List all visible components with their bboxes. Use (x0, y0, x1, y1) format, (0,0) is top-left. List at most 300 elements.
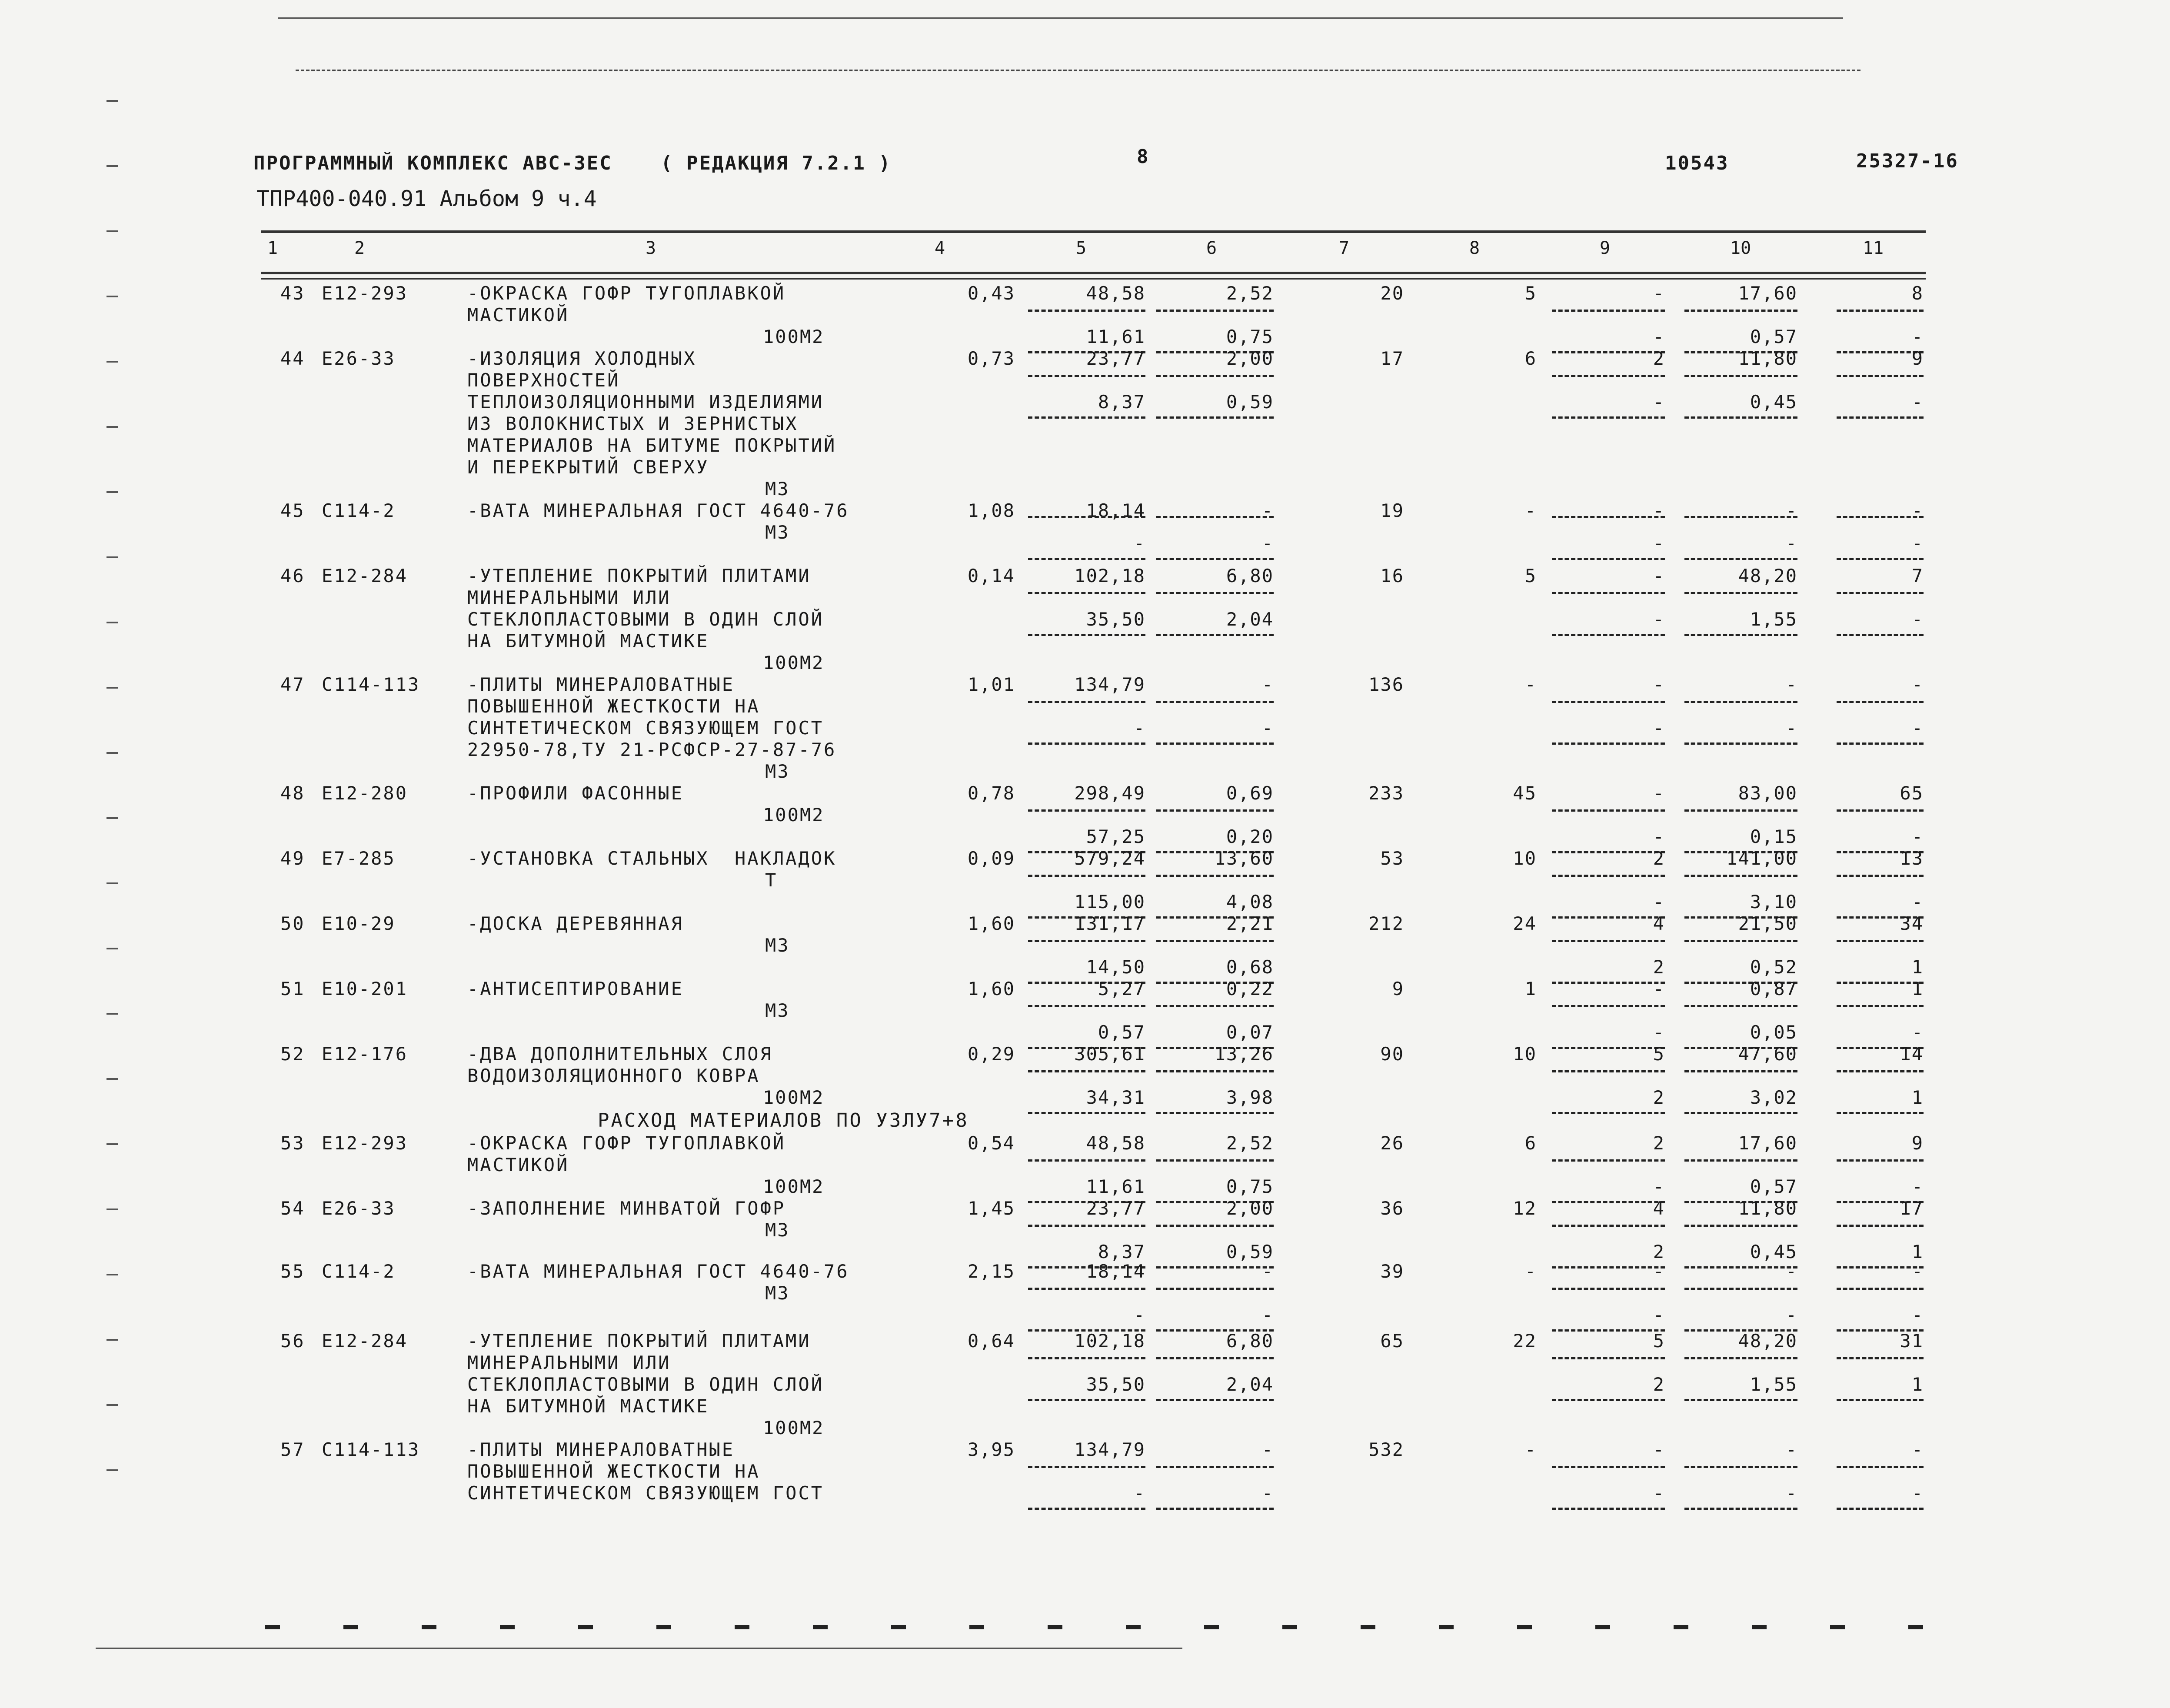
cell-underline (1028, 1005, 1145, 1007)
cell-underline (1837, 1112, 1924, 1114)
cell-c6: 0,22 (1226, 978, 1274, 999)
row-code: Е12-293 (322, 283, 408, 304)
col-6: 6 (1206, 238, 1217, 258)
cell-c7: 90 (1380, 1043, 1404, 1065)
cell-underline (1837, 1266, 1924, 1269)
cell-underline (1552, 875, 1665, 877)
cell-underline (1684, 1399, 1797, 1401)
cell-c10-secondary: 3,02 (1750, 1087, 1797, 1108)
cell-c10-secondary: 0,45 (1750, 1241, 1797, 1262)
row-unit: М3 (765, 935, 790, 956)
cell-c10: 141,00 (1726, 848, 1797, 869)
cell-c7: 532 (1368, 1439, 1404, 1460)
cell-underline (1837, 558, 1924, 560)
cell-c6: 2,52 (1226, 1132, 1274, 1154)
cell-c4: 0,78 (967, 782, 1015, 804)
cell-c5-secondary: 35,50 (1086, 609, 1145, 630)
bottom-dash (813, 1625, 828, 1629)
col-8: 8 (1469, 238, 1480, 258)
cell-c4: 1,45 (967, 1198, 1015, 1219)
bottom-dash (1830, 1625, 1845, 1629)
cell-c5: 18,14 (1086, 500, 1145, 521)
cell-c7: 19 (1380, 500, 1404, 521)
cell-c11: 13 (1900, 848, 1924, 869)
cell-c9-secondary: 2 (1653, 956, 1665, 978)
cell-c10: 48,20 (1738, 565, 1797, 586)
cell-c6: 0,69 (1226, 782, 1274, 804)
row-number: 44 (280, 348, 305, 369)
cell-c5-secondary: 0,57 (1098, 1022, 1145, 1043)
cell-c9: - (1653, 500, 1665, 521)
cell-underline (1156, 558, 1274, 560)
cell-underline (1156, 875, 1274, 877)
cell-underline (1552, 1005, 1665, 1007)
cell-c7: 65 (1380, 1330, 1404, 1352)
cell-c5: 23,77 (1086, 348, 1145, 369)
cell-underline (1837, 1288, 1924, 1290)
cell-c11: 14 (1900, 1043, 1924, 1065)
cell-underline (1156, 742, 1274, 745)
cell-underline (1552, 1329, 1665, 1332)
cell-c6: 13,26 (1214, 1043, 1274, 1065)
row-code: С114-113 (322, 674, 420, 695)
margin-mark (107, 882, 118, 884)
cell-underline (1156, 516, 1274, 518)
cell-c5-secondary: 14,50 (1086, 956, 1145, 978)
cell-c5-secondary: - (1133, 1482, 1145, 1504)
cell-c9-secondary: - (1653, 1022, 1665, 1043)
cell-underline (1684, 634, 1797, 636)
cell-underline (1552, 1225, 1665, 1227)
cell-underline (1028, 1112, 1145, 1114)
cell-c6-secondary: - (1261, 717, 1274, 739)
cell-underline (1684, 809, 1797, 812)
cell-c5: 23,77 (1086, 1198, 1145, 1219)
cell-underline (1028, 558, 1145, 560)
cell-underline (1156, 1508, 1274, 1510)
cell-c5-secondary: 57,25 (1086, 826, 1145, 847)
col-3: 3 (646, 238, 656, 258)
cell-underline (1837, 1225, 1924, 1227)
cell-c6: 6,80 (1226, 565, 1274, 586)
row-code: Е10-29 (322, 913, 396, 934)
cell-underline (1156, 1070, 1274, 1072)
cell-underline (1156, 1466, 1274, 1468)
row-description: -ПЛИТЫ МИНЕРАЛОВАТНЫЕ ПОВЫШЕННОЙ ЖЕСТКОСТИ НА СИНТЕТИЧЕСКОМ СВЯЗУЮЩЕМ ГОСТ 22950-78,ТУ 21-РСФСР-27-87-76 (467, 674, 837, 760)
cell-c11-secondary: - (1911, 826, 1924, 847)
row-description: -ДОСКА ДЕРЕВЯННАЯ (467, 913, 684, 934)
cell-underline (1028, 1508, 1145, 1510)
margin-mark (107, 1469, 118, 1471)
cell-underline (1156, 940, 1274, 942)
cell-c5: 48,58 (1086, 1132, 1145, 1154)
cell-c6: - (1261, 500, 1274, 521)
cell-underline (1156, 375, 1274, 377)
bottom-dash (1674, 1625, 1688, 1629)
cell-c5: 579,24 (1074, 848, 1145, 869)
cell-c5-secondary: 8,37 (1098, 1241, 1145, 1262)
col-2: 2 (354, 238, 365, 258)
cell-underline (1552, 1070, 1665, 1072)
cell-c10: 0,87 (1750, 978, 1797, 999)
col-9: 9 (1600, 238, 1611, 258)
cell-c8: 10 (1513, 848, 1537, 869)
margin-mark (107, 1404, 118, 1406)
bottom-dash (1361, 1625, 1375, 1629)
bottom-dash (656, 1625, 671, 1629)
cell-underline (1156, 1159, 1274, 1162)
bottom-dash (735, 1625, 749, 1629)
table-top-rule (261, 230, 1926, 233)
cell-c8: 24 (1513, 913, 1537, 934)
program-name: ПРОГРАММНЫЙ КОМПЛЕКС АВС-ЗЕС (253, 152, 612, 174)
cell-c8: 5 (1524, 565, 1537, 586)
cell-underline (1837, 742, 1924, 745)
cell-c4: 0,64 (967, 1330, 1015, 1352)
bottom-dash (1517, 1625, 1532, 1629)
cell-underline (1156, 701, 1274, 703)
cell-underline (1552, 558, 1665, 560)
cell-c11: 1 (1911, 978, 1924, 999)
cell-c10-secondary: 0,05 (1750, 1022, 1797, 1043)
cell-c10-secondary: 3,10 (1750, 891, 1797, 912)
cell-c11: - (1911, 500, 1924, 521)
cell-c9-secondary: - (1653, 891, 1665, 912)
bottom-dash (578, 1625, 593, 1629)
cell-underline (1684, 558, 1797, 560)
cell-c8: 6 (1524, 348, 1537, 369)
cell-c9-secondary: - (1653, 826, 1665, 847)
cell-c5: 102,18 (1074, 1330, 1145, 1352)
cell-c5: 131,17 (1074, 913, 1145, 934)
section-note: РАСХОД МАТЕРИАЛОВ ПО УЗЛУ7+8 (598, 1109, 969, 1132)
cell-c6: - (1261, 674, 1274, 695)
cell-c6-secondary: - (1261, 1304, 1274, 1325)
cell-c7: 36 (1380, 1198, 1404, 1219)
cell-c5-secondary: 11,61 (1086, 1176, 1145, 1197)
cell-c7: 233 (1368, 782, 1404, 804)
cell-underline (1028, 310, 1145, 312)
col-5: 5 (1076, 238, 1087, 258)
cell-underline (1837, 1399, 1924, 1401)
cell-underline (1156, 1399, 1274, 1401)
cell-c11-secondary: - (1911, 1022, 1924, 1043)
cell-c9-secondary: - (1653, 1304, 1665, 1325)
cell-c10-secondary: 0,52 (1750, 956, 1797, 978)
bottom-dash (1282, 1625, 1297, 1629)
bottom-dash (343, 1625, 358, 1629)
cell-underline (1552, 982, 1665, 984)
bottom-dash (1126, 1625, 1141, 1629)
cell-c8: 6 (1524, 1132, 1537, 1154)
cell-underline (1156, 1288, 1274, 1290)
cell-c4: 1,60 (967, 978, 1015, 999)
row-code: С114-2 (322, 1261, 396, 1282)
cell-c9: 2 (1653, 1132, 1665, 1154)
cell-underline (1156, 592, 1274, 594)
row-code: С114-113 (322, 1439, 420, 1460)
cell-underline (1837, 940, 1924, 942)
margin-mark (107, 817, 118, 819)
cell-c10: - (1785, 500, 1797, 521)
col-1: 1 (267, 238, 278, 258)
cell-c6: 6,80 (1226, 1330, 1274, 1352)
row-code: С114-2 (322, 500, 396, 521)
cell-c5: 5,27 (1098, 978, 1145, 999)
cell-underline (1684, 592, 1797, 594)
cell-c10: 17,60 (1738, 1132, 1797, 1154)
cell-underline (1837, 592, 1924, 594)
cell-c9: - (1653, 565, 1665, 586)
cell-underline (1552, 375, 1665, 377)
row-number: 57 (280, 1439, 305, 1460)
cell-c4: 0,29 (967, 1043, 1015, 1065)
cell-c11-secondary: 1 (1911, 956, 1924, 978)
cell-underline (1028, 516, 1145, 518)
cell-underline (1028, 742, 1145, 745)
cell-underline (1684, 742, 1797, 745)
cell-c5: 134,79 (1074, 674, 1145, 695)
cell-c11: 8 (1911, 283, 1924, 304)
cell-underline (1684, 875, 1797, 877)
cell-c7: 16 (1380, 565, 1404, 586)
bottom-dash (500, 1625, 515, 1629)
cell-c5: 102,18 (1074, 565, 1145, 586)
row-number: 49 (280, 848, 305, 869)
cell-c4: 0,43 (967, 283, 1015, 304)
cell-underline (1028, 1288, 1145, 1290)
cell-c6: 2,00 (1226, 1198, 1274, 1219)
row-description: -УТЕПЛЕНИЕ ПОКРЫТИЙ ПЛИТАМИ МИНЕРАЛЬНЫМИ ИЛИ СТЕКЛОПЛАСТОВЫМИ В ОДИН СЛОЙ НА БИТУМНОЙ МАСТИКЕ (467, 565, 824, 652)
cell-c6-secondary: 4,08 (1226, 891, 1274, 912)
row-description: -ЗАПОЛНЕНИЕ МИНВАТОЙ ГОФР (467, 1198, 786, 1219)
bottom-dash (1439, 1625, 1454, 1629)
row-number: 50 (280, 913, 305, 934)
cell-c10-secondary: 0,45 (1750, 391, 1797, 413)
cell-c5-secondary: - (1133, 717, 1145, 739)
cell-underline (1028, 809, 1145, 812)
cell-c10: 21,50 (1738, 913, 1797, 934)
row-number: 43 (280, 283, 305, 304)
cell-c9: 2 (1653, 848, 1665, 869)
row-description: -ВАТА МИНЕРАЛЬНАЯ ГОСТ 4640-76 (467, 500, 849, 521)
cell-c9-secondary: - (1653, 391, 1665, 413)
margin-mark (107, 361, 118, 363)
cell-c9-secondary: 2 (1653, 1087, 1665, 1108)
row-unit: М3 (765, 1282, 790, 1304)
cell-c11-secondary: - (1911, 533, 1924, 554)
row-number: 52 (280, 1043, 305, 1065)
cell-underline (1837, 375, 1924, 377)
col-11: 11 (1863, 238, 1884, 258)
cell-c6-secondary: 0,68 (1226, 956, 1274, 978)
edition-label: ( РЕДАКЦИЯ 7.2.1 ) (661, 152, 892, 174)
row-unit: 100М2 (763, 652, 825, 673)
cell-c5-secondary: 115,00 (1074, 891, 1145, 912)
row-unit: М3 (765, 1219, 790, 1241)
cell-underline (1837, 875, 1924, 877)
row-code: Е12-280 (322, 782, 408, 804)
cell-c10-secondary: 0,15 (1750, 826, 1797, 847)
cell-underline (1837, 701, 1924, 703)
row-number: 45 (280, 500, 305, 521)
cell-underline (1684, 1159, 1797, 1162)
row-unit: М3 (765, 761, 790, 782)
cell-c10: 47,60 (1738, 1043, 1797, 1065)
cell-underline (1684, 1508, 1797, 1510)
cell-c4: 3,95 (967, 1439, 1015, 1460)
cell-underline (1156, 1005, 1274, 1007)
bottom-dash (1048, 1625, 1062, 1629)
page-number: 8 (1137, 146, 1150, 168)
margin-mark (107, 1143, 118, 1145)
row-unit: 100М2 (763, 326, 825, 347)
cell-c11: 31 (1900, 1330, 1924, 1352)
cell-underline (1837, 982, 1924, 984)
row-description: -ПРОФИЛИ ФАСОННЫЕ (467, 782, 684, 804)
cell-c11: 65 (1900, 782, 1924, 804)
cell-c9: - (1653, 782, 1665, 804)
cell-underline (1156, 634, 1274, 636)
cell-c9: - (1653, 283, 1665, 304)
cell-c9-secondary: 2 (1653, 1374, 1665, 1395)
cell-c7: 9 (1392, 978, 1404, 999)
row-code: Е26-33 (322, 348, 396, 369)
cell-underline (1028, 1357, 1145, 1359)
row-unit: 100М2 (763, 804, 825, 826)
cell-c9: 4 (1653, 913, 1665, 934)
cell-underline (1552, 1047, 1665, 1049)
cell-c11-secondary: - (1911, 1176, 1924, 1197)
cell-c11: 7 (1911, 565, 1924, 586)
cell-underline (1684, 1288, 1797, 1290)
cell-c4: 0,54 (967, 1132, 1015, 1154)
cell-c5: 18,14 (1086, 1261, 1145, 1282)
cell-c7: 17 (1380, 348, 1404, 369)
cell-c9-secondary: - (1653, 717, 1665, 739)
row-code: Е7-285 (322, 848, 396, 869)
cell-c9: 2 (1653, 348, 1665, 369)
cell-c5-secondary: 11,61 (1086, 326, 1145, 347)
table-header-rule (261, 272, 1926, 274)
cell-underline (1156, 1266, 1274, 1269)
cell-underline (1156, 310, 1274, 312)
cell-c6-secondary: 0,59 (1226, 1241, 1274, 1262)
cell-underline (1028, 416, 1145, 419)
cell-underline (1552, 351, 1665, 353)
row-number: 56 (280, 1330, 305, 1352)
cell-c10-secondary: - (1785, 1482, 1797, 1504)
row-code: Е26-33 (322, 1198, 396, 1219)
document-code: 10543 (1665, 152, 1729, 174)
bottom-dash (265, 1625, 280, 1629)
cell-c4: 0,09 (967, 848, 1015, 869)
cell-underline (1684, 1266, 1797, 1269)
cell-c7: 136 (1368, 674, 1404, 695)
row-unit: М3 (765, 522, 790, 543)
cell-c9-secondary: - (1653, 1176, 1665, 1197)
cell-c7: 20 (1380, 283, 1404, 304)
cell-underline (1684, 940, 1797, 942)
cell-c10-secondary: 1,55 (1750, 609, 1797, 630)
row-description: -ВАТА МИНЕРАЛЬНАЯ ГОСТ 4640-76 (467, 1261, 849, 1282)
cell-c11-secondary: - (1911, 326, 1924, 347)
cell-underline (1028, 1399, 1145, 1401)
margin-mark (107, 1209, 118, 1210)
cell-c11-secondary: 1 (1911, 1374, 1924, 1395)
cell-c9: - (1653, 1261, 1665, 1282)
row-description: -ОКРАСКА ГОФР ТУГОПЛАВКОЙ МАСТИКОЙ (467, 283, 786, 326)
cell-c7: 26 (1380, 1132, 1404, 1154)
row-code: Е12-284 (322, 565, 408, 586)
col-10: 10 (1730, 238, 1751, 258)
cell-c10-secondary: 1,55 (1750, 1374, 1797, 1395)
cell-c10-secondary: 0,57 (1750, 326, 1797, 347)
cell-underline (1552, 634, 1665, 636)
cell-underline (1028, 875, 1145, 877)
cell-c9: 4 (1653, 1198, 1665, 1219)
cell-underline (1552, 916, 1665, 919)
margin-mark (107, 687, 118, 689)
cell-underline (1028, 701, 1145, 703)
cell-c6-secondary: 0,20 (1226, 826, 1274, 847)
cell-c6: 13,60 (1214, 848, 1274, 869)
cell-underline (1552, 940, 1665, 942)
cell-c10: 48,20 (1738, 1330, 1797, 1352)
cell-c6: 2,00 (1226, 348, 1274, 369)
cell-c9-secondary: - (1653, 326, 1665, 347)
cell-c6: - (1261, 1439, 1274, 1460)
cell-c6-secondary: 0,75 (1226, 326, 1274, 347)
row-description: -УСТАНОВКА СТАЛЬНЫХ НАКЛАДОК (467, 848, 837, 869)
cell-underline (1552, 516, 1665, 518)
cell-c11-secondary: 1 (1911, 1241, 1924, 1262)
row-number: 48 (280, 782, 305, 804)
cell-c10: - (1785, 674, 1797, 695)
cell-underline (1552, 1357, 1665, 1359)
bottom-dash (1204, 1625, 1219, 1629)
cell-underline (1837, 310, 1924, 312)
cell-c11-secondary: - (1911, 609, 1924, 630)
cell-underline (1684, 375, 1797, 377)
cell-underline (1028, 1070, 1145, 1072)
cell-c8: 10 (1513, 1043, 1537, 1065)
margin-mark (107, 491, 118, 493)
cell-c11: - (1911, 1439, 1924, 1460)
cell-underline (1028, 1466, 1145, 1468)
cell-underline (1552, 1159, 1665, 1162)
cell-c10: - (1785, 1439, 1797, 1460)
cell-c9-secondary: - (1653, 533, 1665, 554)
bottom-dash (1595, 1625, 1610, 1629)
cell-c11: - (1911, 674, 1924, 695)
row-number: 46 (280, 565, 305, 586)
cell-underline (1028, 1159, 1145, 1162)
cell-c8: - (1524, 1439, 1537, 1460)
top-dashed-rule (296, 70, 1860, 71)
row-description: -ПЛИТЫ МИНЕРАЛОВАТНЫЕ ПОВЫШЕННОЙ ЖЕСТКОСТИ НА СИНТЕТИЧЕСКОМ СВЯЗУЮЩЕМ ГОСТ (467, 1439, 824, 1504)
margin-mark (107, 426, 118, 428)
cell-c10-secondary: - (1785, 533, 1797, 554)
cell-underline (1837, 1466, 1924, 1468)
cell-underline (1028, 940, 1145, 942)
cell-c11: 9 (1911, 1132, 1924, 1154)
cell-c5-secondary: - (1133, 533, 1145, 554)
cell-c10: 17,60 (1738, 283, 1797, 304)
margin-mark (107, 752, 118, 754)
cell-c11-secondary: 1 (1911, 1087, 1924, 1108)
cell-underline (1837, 416, 1924, 419)
